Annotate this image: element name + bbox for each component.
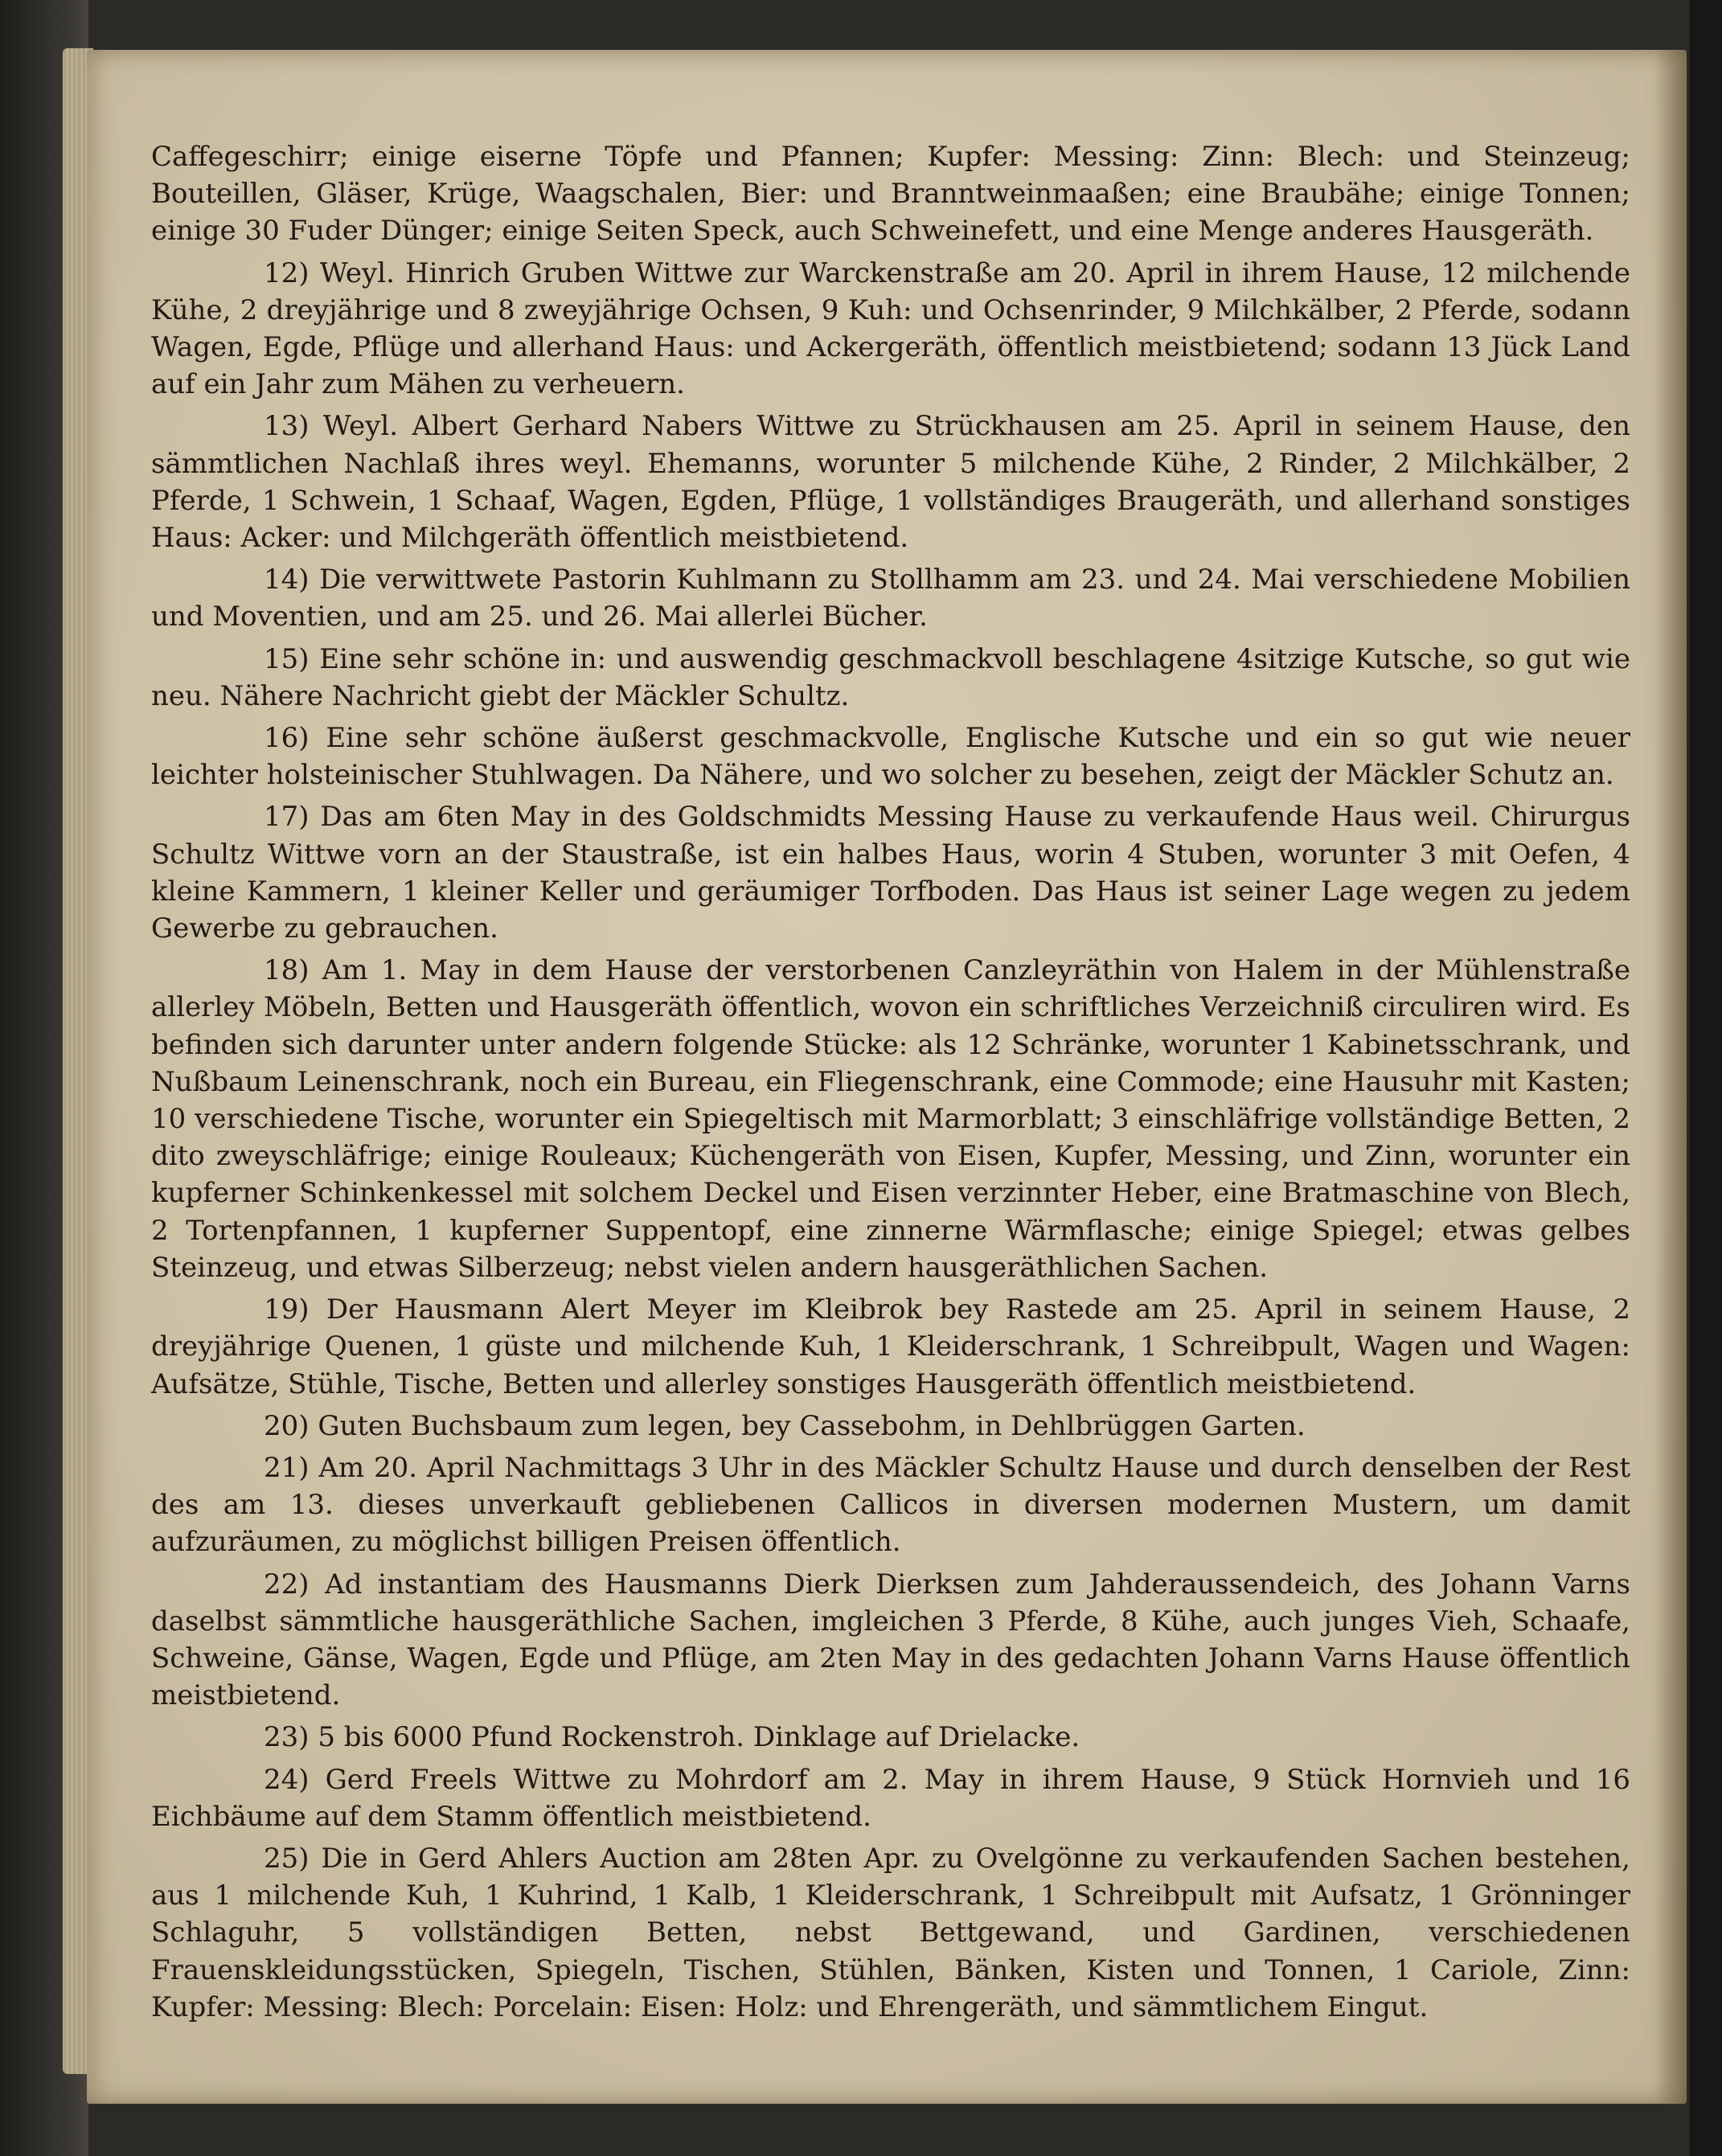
entry-21: 21) Am 20. April Nachmittags 3 Uhr in des Mäckler Schultz Hause und durch denselben der Rest des am 13. dieses unverkauft gebliebenen Callicos in diversen modernen Mustern, um damit aufzuräumen, zu möglichst billigen Preisen öffentlich. <box>151 1451 1630 1559</box>
entry-14: 14) Die verwittwete Pastorin Kuhlmann zu Stollhamm am 23. und 24. Mai verschiedene Mobilien und Moventien, und am 25. und 26. Mai allerlei Bücher. <box>151 564 1630 633</box>
entry-17: 17) Das am 6ten May in des Goldschmidts Messing Hause zu verkaufende Haus weil. Chirurgus Schultz Wittwe vorn an der Staustraße, ist ein halbes Haus, worin 4 Stuben, worunter 3 mit Oefen, 4 kleine Kammern, 1 kleiner Keller und geräumiger Torfboden. Das Haus ist seiner Lage wegen zu jedem Gewerbe zu gebrauchen. <box>151 801 1630 945</box>
entry-12: 12) Weyl. Hinrich Gruben Wittwe zur Warckenstraße am 20. April in ihrem Hause, 12 milchende Kühe, 2 dreyjährige und 8 zweyjährige Ochsen, 9 Kuh: und Ochsenrinder, 9 Milchkälber, 2 Pferde, sodann Wagen, Egde, Pflüge und allerhand Haus: und Ackergeräth, öffentlich meistbietend; sodann 13 Jück Land auf ein Jahr zum Mähen zu verheuern. <box>151 256 1630 401</box>
entry-13: 13) Weyl. Albert Gerhard Nabers Wittwe zu Strückhausen am 25. April in seinem Hause, den sämmtlichen Nachlaß ihres weyl. Ehemanns, worunter 5 milchende Kühe, 2 Rinder, 2 Milchkälber, 2 Pferde, 1 Schwein, 1 Schaaf, Wagen, Egden, Pflüge, 1 vollständiges Braugeräth, und allerhand sonstiges Haus: Acker: und Milchgeräth öffentlich meistbietend. <box>151 410 1630 555</box>
entry-19: 19) Der Hausmann Alert Meyer im Kleibrok bey Rastede am 25. April in seinem Hause, 2 dreyjährige Quenen, 1 güste und milchende Kuh, 1 Kleiderschrank, 1 Schreibpult, Wagen und Wagen: Aufsätze, Stühle, Tische, Betten und allerley sonstiges Hausgeräth öffentlich meistbietend. <box>151 1293 1630 1400</box>
book-page <box>87 50 1687 2104</box>
continuation-paragraph: Caffegeschirr; einige eiserne Töpfe und Pfannen; Kupfer: Messing: Zinn: Blech: und Steinzeug; Bouteillen, Gläser, Krüge, Waagschalen, Bier: und Branntweinmaaßen; eine Braubähe; einige Tonnen; einige 30 Fuder Dünger; einige Seiten Speck, auch Schweinefett, und eine Menge anderes Hausgeräth. <box>151 141 1630 248</box>
entry-22: 22) Ad instantiam des Hausmanns Dierk Dierksen zum Jahderaussendeich, des Johann Varns daselbst sämmtliche hausgeräthliche Sachen, imgleichen 3 Pferde, 8 Kühe, auch junges Vieh, Schaafe, Schweine, Gänse, Wagen, Egde und Pflüge, am 2ten May in des gedachten Johann Varns Hause öffentlich meistbietend. <box>151 1568 1630 1712</box>
page-text <box>151 138 1630 2031</box>
scan-backdrop-right <box>1690 0 1722 2156</box>
entry-20: 20) Guten Buchsbaum zum legen, bey Cassebohm, in Dehlbrüggen Garten. <box>264 1409 1306 1442</box>
entry-18: 18) Am 1. May in dem Hause der verstorbenen Canzleyräthin von Halem in der Mühlenstraße allerley Möbeln, Betten und Hausgeräth öffentlich, wovon ein schriftliches Verzeichniß circuliren wird. Es befinden sich darunter unter andern folgende Stücke: als 12 Schränke, worunter 1 Kabinetsschrank, und Nußbaum Leinenschrank, noch ein Bureau, ein Fliegenschrank, eine Commode; eine Hausuhr mit Kasten; 10 verschiedene Tische, worunter ein Spiegeltisch mit Marmorblatt; 3 einschläfrige vollständige Betten, 2 dito zweyschläfrige; einige Rouleaux; Küchengeräth von Eisen, Kupfer, Messing, und Zinn, worunter ein kupferner Schinkenkessel mit solchem Deckel und Eisen verzinnter Heber, eine Bratmaschine von Blech, 2 Tortenpfannen, 1 kupferner Suppentopf, eine zinnerne Wärmflasche; einige Spiegel; etwas gelbes Steinzeug, und etwas Silberzeug; nebst vielen andern hausgeräthlichen Sachen. <box>151 954 1630 1284</box>
entry-25: 25) Die in Gerd Ahlers Auction am 28ten Apr. zu Ovelgönne zu verkaufenden Sachen bestehen, aus 1 milchende Kuh, 1 Kuhrind, 1 Kalb, 1 Kleiderschrank, 1 Schreibpult mit Aufsatz, 1 Grönninger Schlaguhr, 5 vollständigen Betten, nebst Bettgewand, und Gardinen, verschiedenen Frauenskleidungsstücken, Spiegeln, Tischen, Stühlen, Bänken, Kisten und Tonnen, 1 Cariole, Zinn: Kupfer: Messing: Blech: Porcelain: Eisen: Holz: und Ehrengeräth, und sämmtlichem Eingut. <box>151 1842 1630 2023</box>
entry-23: 23) 5 bis 6000 Pfund Rockenstroh. Dinklage auf Drielacke. <box>264 1721 1080 1754</box>
entry-15: 15) Eine sehr schöne in: und auswendig geschmackvoll beschlagene 4sitzige Kutsche, so gut wie neu. Nähere Nachricht giebt der Mäckler Schultz. <box>151 642 1630 712</box>
entry-24: 24) Gerd Freels Wittwe zu Mohrdorf am 2. May in ihrem Hause, 9 Stück Hornvieh und 16 Eichbäume auf dem Stamm öffentlich meistbietend. <box>151 1763 1630 1833</box>
entry-16: 16) Eine sehr schöne äußerst geschmackvolle, Englische Kutsche und ein so gut wie neuer leichter holsteinischer Stuhlwagen. Da Nähere, und wo solcher zu besehen, zeigt der Mäckler Schutz an. <box>151 722 1630 792</box>
page-gutter-shadow <box>1654 50 1687 2104</box>
